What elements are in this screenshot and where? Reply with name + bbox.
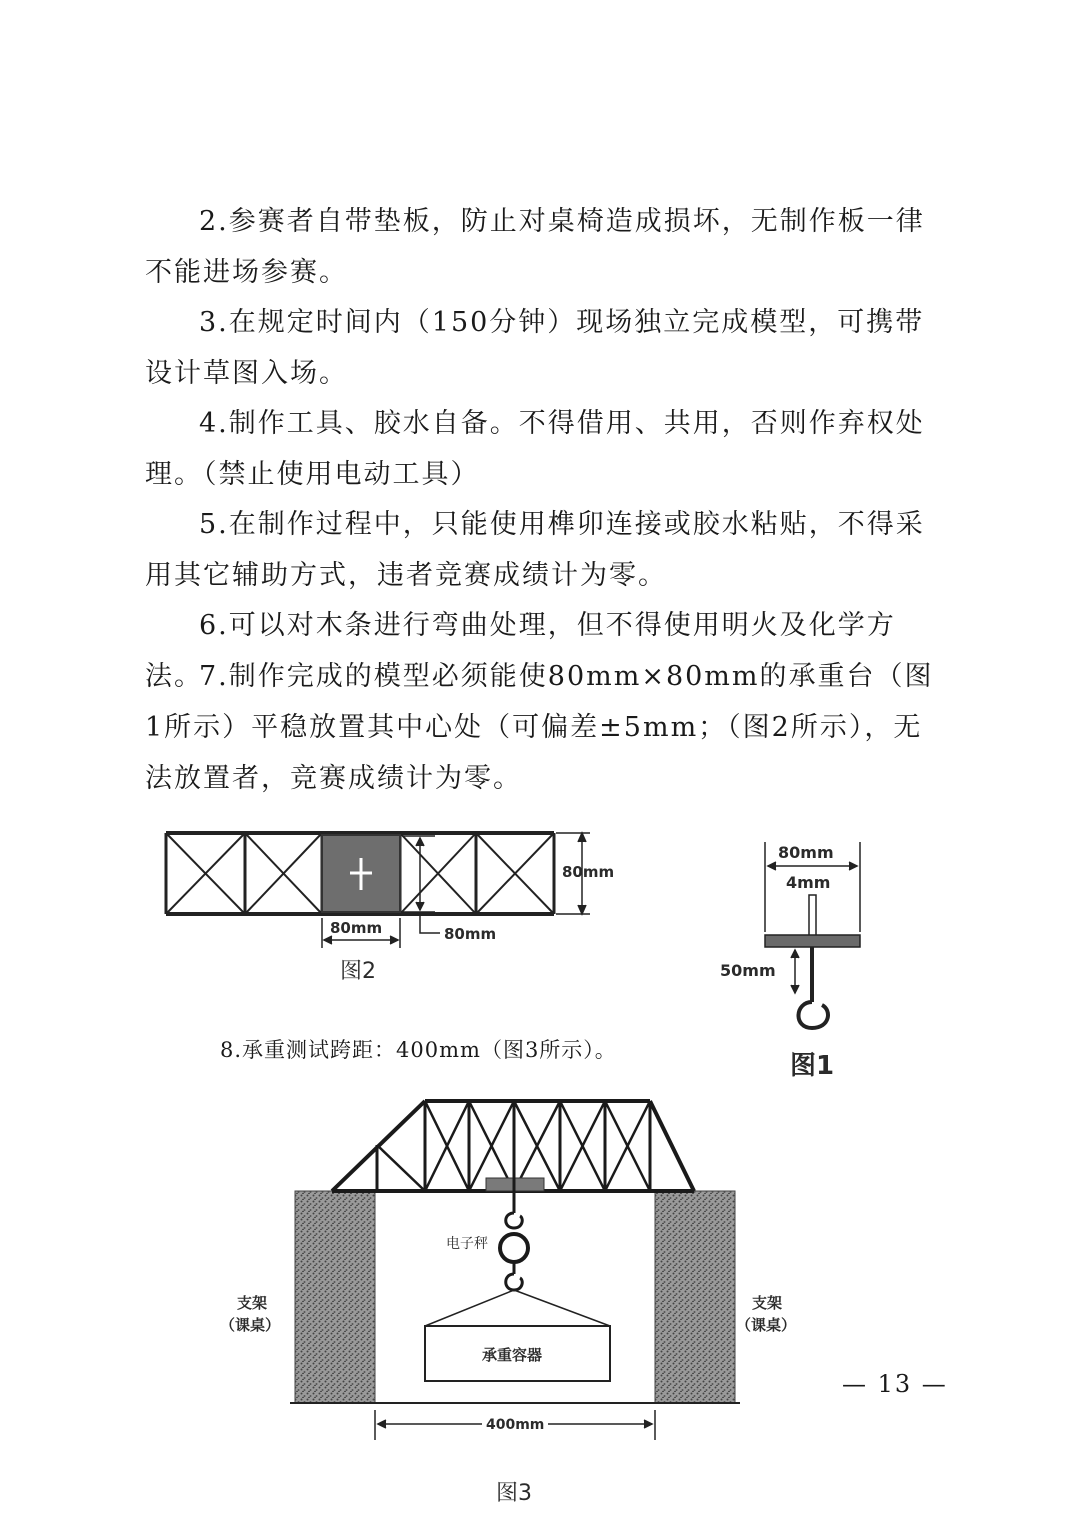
paragraph-7-text: 7.制作完成的模型必须能使80mm×80mm的承重台（图1所示）平稳放置其中心处（可偏差±5mm；（图2所示），无法放置者，竞赛成绩计为零。 <box>145 661 934 794</box>
paragraph-6-text: 6.可以对木条进行弯曲处理，但不得使用明火及化学方法。 <box>145 610 896 692</box>
fig1-hook-dimension <box>791 950 799 993</box>
fig1-caption: 图1 <box>790 1051 835 1081</box>
figure-1 <box>765 842 860 1028</box>
support-right <box>655 1191 735 1403</box>
page-number: — 13 — <box>842 1370 948 1398</box>
paragraph-4-text: 4.制作工具、胶水自备。不得借用、共用，否则作弃权处理。（禁止使用电动工具） <box>145 408 925 490</box>
paragraph-8: 8.承重测试跨距：400mm（图3所示）。 <box>220 1038 617 1062</box>
fig2-caption: 图2 <box>340 959 376 984</box>
support-left-label: 支架 <box>237 1294 268 1312</box>
fig1-width-label: 80mm <box>778 843 834 862</box>
fig1-hook-label: 50mm <box>720 961 776 980</box>
paragraph-5-text: 5.在制作过程中，只能使用榫卯连接或胶水粘贴，不得采用其它辅助方式，违者竞赛成绩计为零。 <box>145 509 925 591</box>
load-container <box>425 1290 610 1381</box>
support-right-sublabel: （课桌） <box>736 1316 797 1334</box>
paragraph-3-text: 3.在规定时间内（150分钟）现场独立完成模型，可携带设计草图入场。 <box>145 307 925 389</box>
fig3-caption: 图3 <box>496 1481 532 1506</box>
figure-3 <box>290 1101 740 1440</box>
hook-rod <box>809 895 816 938</box>
fig2-width-label: 80mm <box>330 919 383 937</box>
fig2-side-dimension <box>402 836 440 933</box>
container-label: 承重容器 <box>482 1346 543 1364</box>
support-right-label: 支架 <box>752 1294 783 1312</box>
support-left <box>295 1191 375 1403</box>
load-plate <box>765 935 860 947</box>
fig2-height-label: 80mm <box>562 863 615 881</box>
paragraph-2-text: 2.参赛者自带垫板，防止对桌椅造成损坏，无制作板一律不能进场参赛。 <box>145 206 925 288</box>
hook-icon <box>798 947 827 1028</box>
fig1-rod-label: 4mm <box>786 873 831 892</box>
fig2-side-label: 80mm <box>444 925 497 943</box>
scale-label: 电子秤 <box>446 1236 488 1252</box>
support-left-sublabel: （课桌） <box>220 1316 281 1334</box>
span-label: 400mm <box>486 1417 545 1433</box>
